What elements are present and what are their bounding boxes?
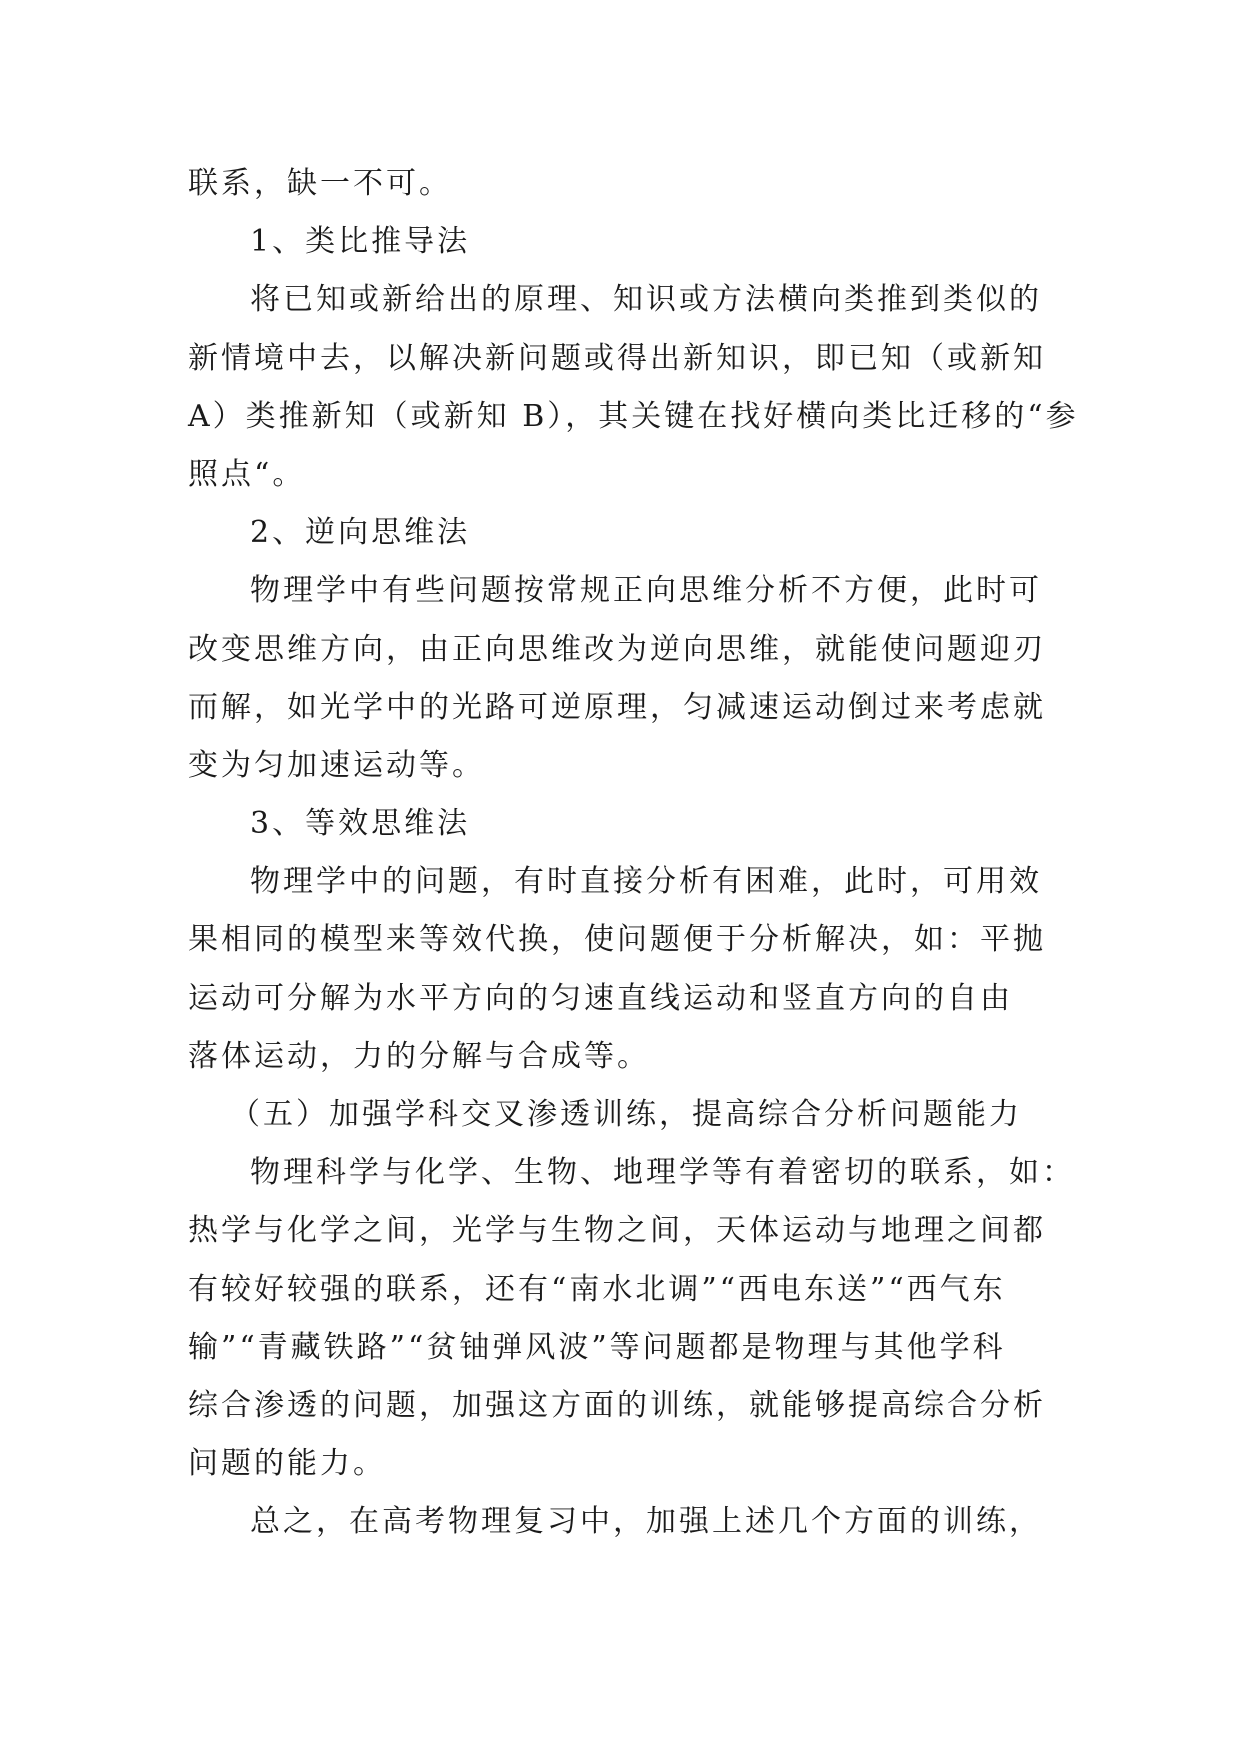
paragraph-line: 变为匀加速运动等。: [188, 747, 485, 783]
section-heading-reverse-thinking: 2、逆向思维法: [250, 515, 471, 551]
paragraph-line: 联系，缺一不可。: [188, 166, 452, 201]
paragraph-line: 改变思维方向，由正向思维改为逆向思维，就能使问题迎刃: [188, 631, 1046, 667]
paragraph-line: 将已知或新给出的原理、知识或方法横向类推到类似的: [250, 282, 1042, 318]
paragraph-line: 总之，在高考物理复习中，加强上述几个方面的训练，: [250, 1504, 1042, 1540]
paragraph-line: 问题的能力。: [188, 1446, 386, 1482]
paragraph-line: 综合渗透的问题，加强这方面的训练，就能够提高综合分析: [188, 1387, 1046, 1423]
section-heading-interdisciplinary: （五）加强学科交叉渗透训练，提高综合分析问题能力: [230, 1097, 1022, 1132]
paragraph-line: 物理科学与化学、生物、地理学等有着密切的联系，如：: [250, 1155, 1075, 1191]
paragraph-line: 物理学中的问题，有时直接分析有困难，此时，可用效: [250, 864, 1042, 900]
document-body: [188, 155, 1079, 1552]
paragraph-line: 果相同的模型来等效代换，使问题便于分析解决，如：平抛: [188, 922, 1046, 958]
paragraph-line: 新情境中去，以解决新问题或得出新知识，即已知（或新知: [188, 340, 1046, 376]
paragraph-line: 照点“。: [188, 456, 306, 492]
paragraph-line: 物理学中有些问题按常规正向思维分析不方便，此时可: [250, 573, 1042, 609]
paragraph-line: 热学与化学之间，光学与生物之间，天体运动与地理之间都: [188, 1213, 1046, 1249]
paragraph-line: 运动可分解为水平方向的匀速直线运动和竖直方向的自由: [188, 980, 1013, 1016]
paragraph-line: 落体运动，力的分解与合成等。: [188, 1038, 650, 1074]
paragraph-line: 输”“青藏铁路”“贫铀弹风波”等问题都是物理与其他学科: [188, 1329, 1006, 1365]
section-heading-analogy: 1、类比推导法: [250, 224, 471, 260]
paragraph-line: A）类推新知（或新知 B），其关键在找好横向类比迁移的“参: [188, 398, 1079, 434]
paragraph-line: 有较好较强的联系，还有“南水北调”“西电东送”“西气东: [188, 1271, 1006, 1307]
section-heading-equivalent-thinking: 3、等效思维法: [250, 806, 471, 842]
paragraph-line: 而解，如光学中的光路可逆原理，匀减速运动倒过来考虑就: [188, 689, 1046, 725]
